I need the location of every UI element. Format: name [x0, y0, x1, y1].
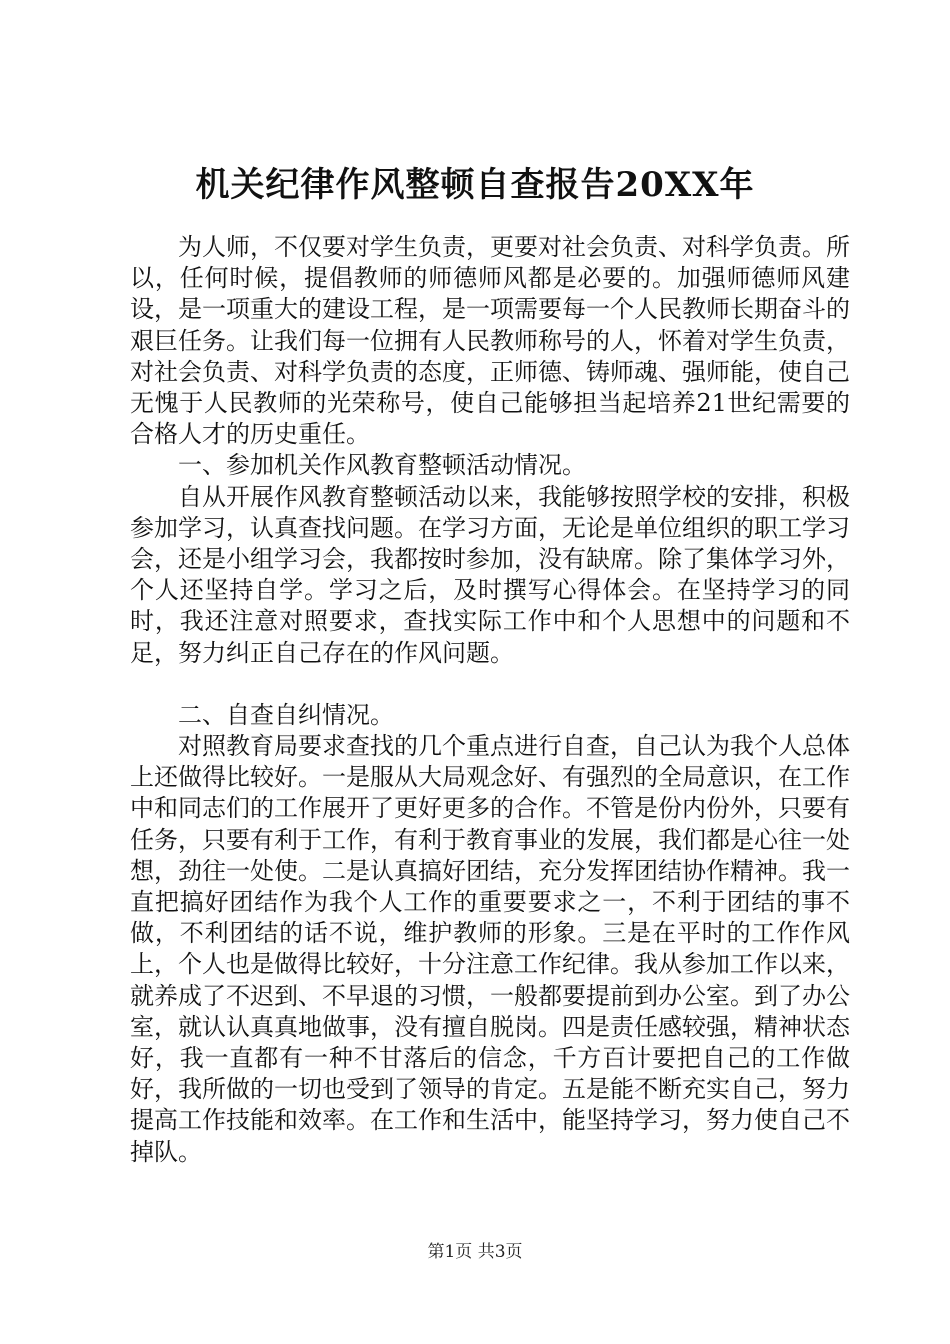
- page-footer: 第1页 共3页: [427, 1242, 523, 1262]
- document-title: 机关纪律作风整顿自查报告20XX年: [195, 165, 755, 205]
- section-2-paragraph: 对照教育局要求查找的几个重点进行自查，自己认为我个人总体上还做得比较好。一是服从大局观念好、有强烈的全局意识，在工作中和同志们的工作展开了更好更多的合作。不管是份内份外，只要有任务，只要有利于工作，有利于教育事业的发展，我们都是心往一处想，劲往一处使。二是认真搞好团结，充分发挥团结协作精神。我一直把搞好团结作为我个人工作的重要要求之一，不利于团结的事不做，不利团结的话不说，维护教师的形象。三是在平时的工作作风上，个人也是做得比较好，十分注意工作纪律。我从参加工作以来，就养成了不迟到、不早退的习惯，一般都要提前到办公室。到了办公室，就认认真真地做事，没有擅自脱岗。四是责任感较强，精神状态好，我一直都有一种不甘落后的信念，千方百计要把自己的工作做好，我所做的一切也受到了领导的肯定。五是能不断充实自己，努力提高工作技能和效率。在工作和生活中，能坚持学习，努力使自己不掉队。: [130, 732, 850, 1166]
- section-1-paragraph: 自从开展作风教育整顿活动以来，我能够按照学校的安排，积极参加学习，认真查找问题。在学习方面，无论是单位组织的职工学习会，还是小组学习会，我都按时参加，没有缺席。除了集体学习外，个人还坚持自学。学习之后，及时撰写心得体会。在坚持学习的同时，我还注意对照要求，查找实际工作中和个人思想中的问题和不足，努力纠正自己存在的作风问题。: [130, 482, 850, 667]
- document-body: [130, 232, 850, 1168]
- intro-paragraph: 为人师，不仅要对学生负责，更要对社会负责、对科学负责。所以，任何时候，提倡教师的师德师风都是必要的。加强师德师风建设，是一项重大的建设工程，是一项需要每一个人民教师长期奋斗的艰巨任务。让我们每一位拥有人民教师称号的人，怀着对学生负责，对社会负责、对科学负责的态度，正师德、铸师魂、强师能，使自己无愧于人民教师的光荣称号，使自己能够担当起培养21世纪需要的合格人才的历史重任。: [130, 233, 850, 449]
- section-heading-2: 二、自查自纠情况。: [178, 700, 394, 729]
- section-heading-1: 一、参加机关作风教育整顿活动情况。: [178, 451, 586, 480]
